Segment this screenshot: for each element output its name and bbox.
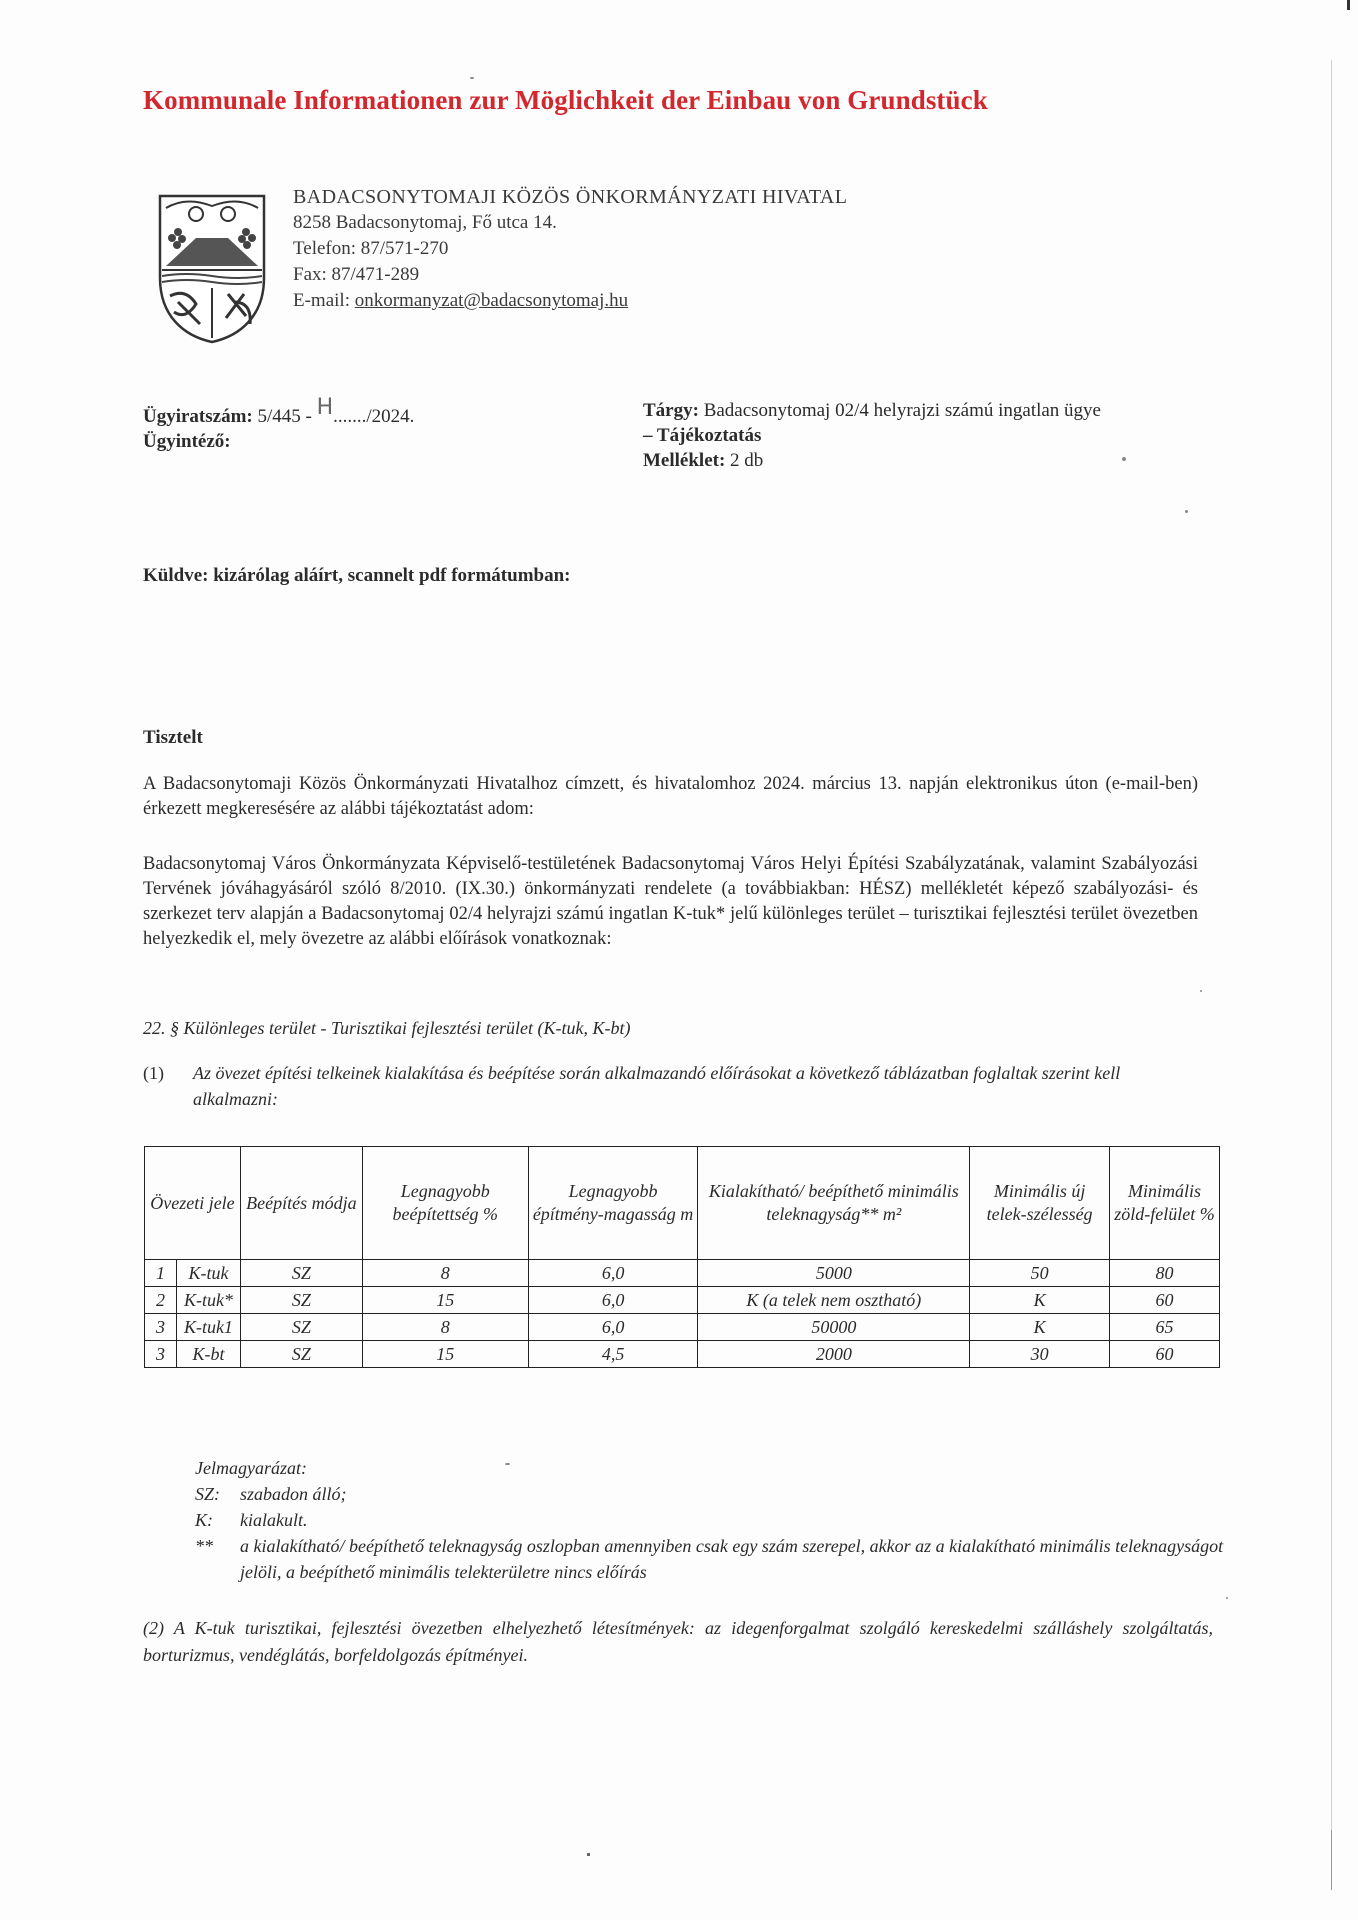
green-value: 80 bbox=[1110, 1260, 1220, 1287]
coverage-value: 8 bbox=[362, 1260, 528, 1287]
header-plot-size: Kialakítható/ beépíthető minimális teleknagyság** m² bbox=[698, 1147, 970, 1260]
legend-text: szabadon álló; bbox=[240, 1484, 347, 1504]
legend-key: ** bbox=[195, 1536, 213, 1556]
legend-key: SZ: bbox=[195, 1484, 221, 1504]
legend-key: K: bbox=[195, 1510, 213, 1530]
building-mode: SZ bbox=[240, 1287, 362, 1314]
page-edge-line bbox=[1331, 60, 1332, 1850]
header-green: Minimális zöld-felület % bbox=[1110, 1147, 1220, 1260]
office-contact-block bbox=[293, 184, 847, 314]
case-officer-label: Ügyintéző: bbox=[143, 431, 231, 452]
subsection-1-number: (1) bbox=[143, 1063, 164, 1083]
table-row bbox=[145, 1260, 1220, 1287]
section-title: 22. § Különleges terület - Turisztikai fejlesztési terület (K-tuk, K-bt) bbox=[143, 1018, 631, 1038]
scan-mark bbox=[1347, 0, 1350, 10]
building-mode: SZ bbox=[240, 1341, 362, 1368]
office-email-line bbox=[293, 288, 847, 314]
green-value: 60 bbox=[1110, 1287, 1220, 1314]
document-banner-title: Kommunale Informationen zur Möglichkeit der Einbau von Grundstück bbox=[143, 85, 988, 115]
office-phone: Telefon: 87/571-270 bbox=[293, 238, 449, 259]
coverage-value: 15 bbox=[362, 1341, 528, 1368]
legend-text: kialakult. bbox=[240, 1510, 308, 1530]
subject-line-2: – Tájékoztatás bbox=[643, 425, 762, 446]
office-fax: Fax: 87/471-289 bbox=[293, 264, 420, 285]
legend-item bbox=[195, 1533, 1245, 1585]
row-number: 3 bbox=[145, 1341, 177, 1368]
scan-speck bbox=[1226, 1597, 1228, 1599]
width-value: 50 bbox=[970, 1260, 1110, 1287]
header-coverage: Legnagyobb beépítettség % bbox=[362, 1147, 528, 1260]
row-number: 2 bbox=[145, 1287, 177, 1314]
regulation-paragraph: Badacsonytomaj Város Önkormányzata Képviselő-testületének Badacsonytomaj Város Helyi Építési Szabályzatának, valamint Szabályozási Tervének jóváhagyásáról szóló 8/2010. (IX.30.) önkormányzati rendelete (a továbbiakban: HÉSZ) mellékletét képező szabályozási- és szerkezet terv alapján a Badacsonytomaj 02/4 helyrajzi számú ingatlan K-tuk* jelű különleges terület – turisztikai fejlesztési terület övezetben helyezkedik el, mely övezetre az alábbi előírások vonatkoznak: bbox=[143, 854, 1198, 949]
office-name: BADACSONYTOMAJI KÖZÖS ÖNKORMÁNYZATI HIVATAL bbox=[293, 186, 848, 208]
case-number-label: Ügyiratszám: bbox=[143, 406, 253, 427]
scan-speck bbox=[505, 1463, 510, 1465]
scan-speck bbox=[1122, 457, 1126, 461]
case-number-prefix: 5/445 - bbox=[257, 406, 317, 427]
row-number: 1 bbox=[145, 1260, 177, 1287]
legend-item bbox=[195, 1507, 1245, 1533]
subsection-1-text: Az övezet építési telkeinek kialakítása és beépítése során alkalmazandó előírásokat a következő táblázatban foglaltak szerint kell alkalmazni: bbox=[193, 1063, 1121, 1109]
intro-paragraph: A Badacsonytomaji Közös Önkormányzati Hivatalhoz címzett, és hivatalomhoz 2024. március 13. napján elektronikus úton (e-mail-ben) érkezett megkeresésére az alábbi tájékoztatást adom: bbox=[143, 774, 1198, 819]
scan-speck bbox=[587, 1853, 590, 1856]
green-value: 65 bbox=[1110, 1314, 1220, 1341]
subject-label: Tárgy: bbox=[643, 400, 699, 421]
subsection-2: (2) A K-tuk turisztikai, fejlesztési övezetben elhelyezhető létesítmények: az idegenforgalmat szolgáló kereskedelmi szálláshely szolgáltatás, borturizmus, vendéglátás, borfeldolgozás építményei. bbox=[143, 1618, 1213, 1665]
zone-code: K-bt bbox=[176, 1341, 240, 1368]
building-mode: SZ bbox=[240, 1260, 362, 1287]
table-row bbox=[145, 1314, 1220, 1341]
plot-size-value: 5000 bbox=[698, 1260, 970, 1287]
office-email-link[interactable]: onkormanyzat@badacsonytomaj.hu bbox=[354, 290, 629, 311]
coverage-value: 15 bbox=[362, 1287, 528, 1314]
green-value: 60 bbox=[1110, 1341, 1220, 1368]
subject-line bbox=[643, 398, 1101, 423]
header-height: Legnagyobb építmény-magasság m bbox=[528, 1147, 698, 1260]
legend-text: a kialakítható/ beépíthető teleknagyság oszlopban amennyiben csak egy szám szerepel, akkor az a kialakítható minimális teleknagyságot jelöli, a beépíthető minimális telekterületre nincs előírás bbox=[240, 1536, 1224, 1582]
case-number-suffix: ......./2024. bbox=[333, 406, 415, 427]
height-value: 6,0 bbox=[528, 1260, 698, 1287]
case-number-handwritten: H bbox=[316, 395, 334, 420]
width-value: 30 bbox=[970, 1341, 1110, 1368]
case-reference-block bbox=[143, 395, 415, 454]
plot-size-value: 50000 bbox=[698, 1314, 970, 1341]
office-email-label: E-mail: bbox=[293, 290, 355, 311]
width-value: K bbox=[970, 1314, 1110, 1341]
height-value: 6,0 bbox=[528, 1287, 698, 1314]
attachment-label: Melléklet: bbox=[643, 450, 726, 471]
zone-code: K-tuk bbox=[176, 1260, 240, 1287]
row-number: 3 bbox=[145, 1314, 177, 1341]
building-mode: SZ bbox=[240, 1314, 362, 1341]
page-edge-tick bbox=[1331, 1830, 1332, 1890]
plot-size-value: 2000 bbox=[698, 1341, 970, 1368]
height-value: 4,5 bbox=[528, 1341, 698, 1368]
office-address: 8258 Badacsonytomaj, Fő utca 14. bbox=[293, 212, 557, 233]
scan-speck bbox=[1200, 990, 1202, 992]
attachment-line bbox=[643, 448, 1101, 473]
case-number-line bbox=[143, 395, 415, 429]
salutation: Tisztelt bbox=[143, 727, 203, 748]
table-row bbox=[145, 1287, 1220, 1314]
scan-speck bbox=[1185, 510, 1188, 513]
coverage-value: 8 bbox=[362, 1314, 528, 1341]
delivery-note: Küldve: kizárólag aláírt, scannelt pdf formátumban: bbox=[143, 565, 571, 586]
zone-code: K-tuk* bbox=[176, 1287, 240, 1314]
legend-title: Jelmagyarázat: bbox=[195, 1458, 307, 1478]
zone-code: K-tuk1 bbox=[176, 1314, 240, 1341]
header-width: Minimális új telek-szélesség bbox=[970, 1147, 1110, 1260]
subject-text: Badacsonytomaj 02/4 helyrajzi számú ingatlan ügye bbox=[703, 400, 1101, 421]
subject-block bbox=[643, 398, 1101, 473]
plot-size-value: K (a telek nem osztható) bbox=[698, 1287, 970, 1314]
scan-speck bbox=[470, 77, 474, 79]
attachment-count: 2 db bbox=[730, 450, 764, 471]
header-mode: Beépítés módja bbox=[240, 1147, 362, 1260]
width-value: K bbox=[970, 1287, 1110, 1314]
municipal-coat-of-arms-icon bbox=[156, 192, 268, 344]
zoning-rules-table bbox=[144, 1146, 1220, 1368]
table-header-row bbox=[145, 1147, 1220, 1260]
legend-item bbox=[195, 1481, 1245, 1507]
header-zone: Övezeti jele bbox=[145, 1147, 241, 1260]
subsection-1 bbox=[143, 1060, 1203, 1112]
table-row bbox=[145, 1341, 1220, 1368]
table-legend bbox=[195, 1455, 1245, 1585]
height-value: 6,0 bbox=[528, 1314, 698, 1341]
